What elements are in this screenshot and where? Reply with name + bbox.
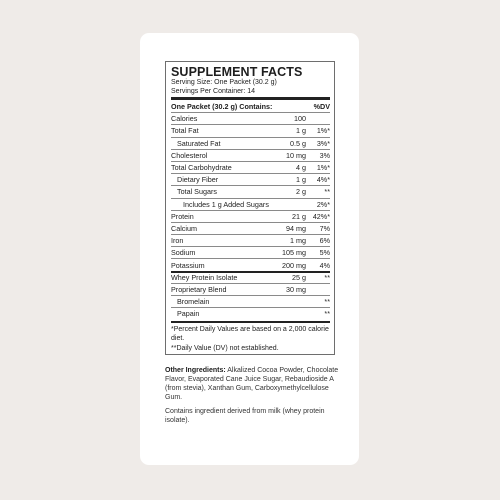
nutrient-dv: 6%: [319, 236, 330, 246]
nutrient-dv: **: [324, 309, 330, 319]
nutrient-dv: 4%*: [316, 175, 330, 185]
header-dv: %DV: [313, 101, 330, 111]
facts-footnotes: [171, 321, 330, 353]
facts-row-total-sugars: [171, 185, 330, 197]
nutrient-name: Sodium: [171, 248, 196, 258]
nutrient-dv: 42%*: [312, 211, 330, 221]
facts-title: SUPPLEMENT FACTS: [171, 65, 303, 79]
nutrient-name: Calcium: [171, 223, 197, 233]
nutrient-amount: 2 g: [296, 187, 306, 197]
nutrient-name: Dietary Fiber: [177, 175, 219, 185]
facts-row-total-carbohydrate: [171, 161, 330, 173]
nutrient-dv: 4%: [319, 260, 330, 270]
facts-row-iron: [171, 234, 330, 246]
facts-row-potassium: [171, 258, 330, 270]
ingredients-text: Alkalized Cocoa Powder, Chocolate Flavor, Evaporated Cane Juice Sugar, Rebaudioside A (from stevia), Xanthan Gum, Carboxymethylcellulose Gum.: [165, 367, 339, 401]
footnote-daily-values: *Percent Daily Values are based on a 2,000 calorie diet.: [171, 326, 329, 343]
facts-row-calories: [171, 112, 330, 124]
nutrient-dv: 7%: [319, 223, 330, 233]
nutrient-name: Includes 1 g Added Sugars: [183, 199, 269, 209]
nutrient-amount: 94 mg: [286, 223, 306, 233]
nutrient-name: Saturated Fat: [177, 138, 221, 148]
facts-row-sodium: [171, 246, 330, 258]
nutrient-name: Protein: [171, 211, 194, 221]
nutrient-dv: **: [324, 297, 330, 307]
nutrient-dv: **: [324, 273, 330, 283]
nutrient-dv: 3%: [319, 150, 330, 160]
facts-row-cholesterol: [171, 149, 330, 161]
facts-row-papain: [171, 307, 330, 319]
facts-row-whey-protein-isolate: [171, 271, 330, 283]
ingredients-block: [165, 366, 340, 425]
facts-row-protein: [171, 210, 330, 222]
header-contains: One Packet (30.2 g) Contains:: [171, 101, 273, 111]
nutrient-name: Proprietary Blend: [171, 284, 227, 294]
facts-row-saturated-fat: [171, 137, 330, 149]
nutrient-amount: 0.5 g: [290, 138, 306, 148]
facts-row-dietary-fiber: [171, 173, 330, 185]
facts-row-bromelain: [171, 295, 330, 307]
facts-row-added-sugars: [171, 198, 330, 210]
nutrient-amount: 1 mg: [290, 236, 306, 246]
allergen-statement: Contains ingredient derived from milk (whey protein isolate).: [165, 408, 325, 424]
nutrient-name: Iron: [171, 236, 184, 246]
nutrient-amount: 25 g: [292, 273, 306, 283]
serving-size: Serving Size: One Packet (30.2 g): [171, 79, 277, 86]
nutrient-amount: 21 g: [292, 211, 306, 221]
facts-row-calcium: [171, 222, 330, 234]
facts-row-proprietary-blend: [171, 283, 330, 295]
nutrient-name: Cholesterol: [171, 150, 208, 160]
supplement-facts-panel: [165, 61, 335, 355]
nutrient-amount: 1 g: [296, 126, 306, 136]
nutrient-dv: **: [324, 187, 330, 197]
nutrient-name: Calories: [171, 114, 198, 124]
nutrient-name: Total Fat: [171, 126, 199, 136]
nutrient-amount: 105 mg: [282, 248, 306, 258]
nutrient-name: Bromelain: [177, 297, 210, 307]
nutrient-name: Total Sugars: [177, 187, 217, 197]
nutrient-name: Papain: [177, 309, 200, 319]
label-card: [140, 33, 359, 465]
nutrient-name: Whey Protein Isolate: [171, 273, 238, 283]
nutrient-amount: 1 g: [296, 175, 306, 185]
nutrient-dv: 1%*: [316, 126, 330, 136]
servings-per-container: Servings Per Container: 14: [171, 87, 256, 95]
nutrient-amount: 4 g: [296, 163, 306, 173]
nutrient-amount: 30 mg: [286, 284, 306, 294]
other-ingredients: [165, 366, 340, 402]
nutrient-dv: 5%: [319, 248, 330, 258]
footnote-dv-not-established: **Daily Value (DV) not established.: [171, 345, 279, 353]
nutrient-amount: 100: [294, 114, 306, 124]
facts-header-row: [171, 100, 330, 112]
nutrient-dv: 2%*: [316, 199, 330, 209]
nutrient-name: Total Carbohydrate: [171, 163, 232, 173]
facts-row-total-fat: [171, 124, 330, 136]
nutrient-amount: 200 mg: [282, 260, 306, 270]
nutrient-amount: 10 mg: [286, 150, 306, 160]
nutrient-name: Potassium: [171, 260, 205, 270]
nutrient-dv: 3%*: [316, 138, 330, 148]
ingredients-label: Other Ingredients:: [165, 367, 226, 374]
nutrient-dv: 1%*: [316, 163, 330, 173]
